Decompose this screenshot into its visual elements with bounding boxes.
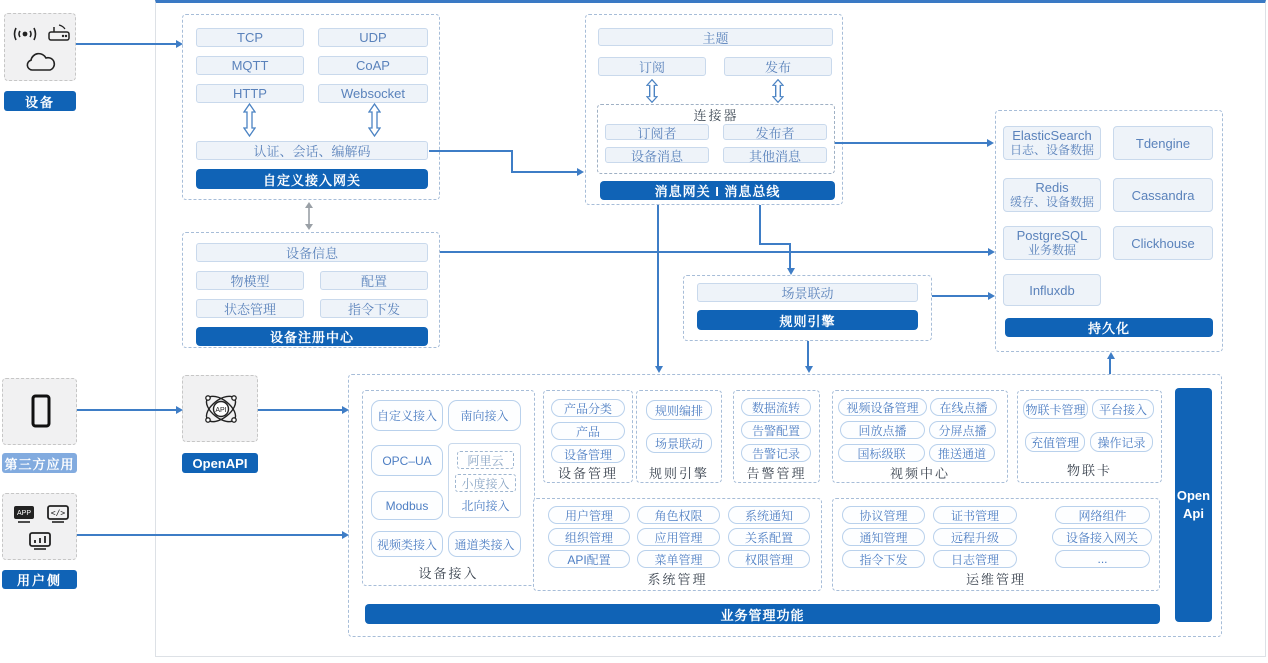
arrow-msg-to-rule [759,243,791,245]
product-category: 产品分类 [551,399,625,417]
southbound-access: 南向接入 [448,400,521,431]
split-screen-play: 分屏点播 [929,421,996,439]
open-api-bar [1175,388,1212,622]
modbus: Modbus [371,491,443,520]
group-label-device-mgmt: 设备管理 [557,465,618,481]
device-mgmt-item: 设备管理 [551,445,625,463]
arrowhead [805,366,813,373]
third-party-label: 第三方应用 [4,456,75,472]
device-badge [4,91,76,111]
online-play: 在线点播 [930,398,997,416]
arrow-auth-to-msg [511,150,513,173]
store-clickhouse: Clickhouse [1113,226,1213,260]
channel-access: 通道类接入 [448,531,521,557]
more-item: ... [1055,550,1150,568]
user-side-badge [2,570,77,589]
log-mgmt: 日志管理 [933,550,1017,568]
store-cassandra: Cassandra [1113,178,1213,212]
relation-config: 关系配置 [728,528,810,546]
group-label-system-mgmt: 系统管理 [647,571,708,587]
command-dispatch: 指令下发 [320,299,428,318]
double-arrow-icon [772,79,784,103]
custom-gateway-title-bar: 自定义接入网关 [196,169,428,189]
arrowhead [342,406,349,414]
alarm-record: 告警记录 [741,444,811,462]
arrow-auth-to-msg [511,171,577,173]
api-network-icon [200,388,242,430]
store-tdengine: Tdengine [1113,126,1213,160]
arrow-msg-to-business [657,205,659,366]
northbound-access-label: 北向接入 [461,498,510,513]
arrow-device-to-gateway [76,43,176,45]
user-side-label: 用户侧 [16,573,62,588]
group-label-video-center: 视频中心 [889,465,950,481]
gray-double-arrow-icon [303,202,315,230]
user-side-source-box [2,493,77,560]
arrowhead [988,248,995,256]
double-arrow-icon [646,79,658,103]
arrowhead [577,168,584,176]
config: 配置 [320,271,428,290]
operation-record: 操作记录 [1090,432,1153,452]
protocol-udp: UDP [318,28,428,47]
custom-access: 自定义接入 [371,400,443,431]
command-dispatch-item: 指令下发 [842,550,925,568]
opc-ua: OPC–UA [371,445,443,476]
video-access: 视频类接入 [371,531,443,557]
business-title-bar: 业务管理功能 [365,604,1160,624]
store-postgresql: PostgreSQL 业务数据 [1003,226,1101,260]
group-label-iot-card: 物联卡 [1066,462,1112,478]
arrow-rule-to-influxdb [932,295,988,297]
scene-linkage-item: 场景联动 [646,433,712,453]
subscriber: 订阅者 [605,124,709,140]
platform-access: 平台接入 [1092,399,1154,419]
group-label-rule-engine: 规则引擎 [648,465,709,481]
persistence-title-bar: 持久化 [1005,318,1213,337]
protocol-coap: CoAP [318,56,428,75]
arrow-thirdparty-to-openapi [77,409,176,411]
cloud-icon [23,50,59,76]
svg-text:API: API [215,407,227,414]
arrow-msg-to-rule [759,205,761,245]
recharge-mgmt: 充值管理 [1025,432,1085,452]
arrow-rule-to-business [807,341,809,366]
cert-mgmt: 证书管理 [933,506,1017,524]
network-component: 网络组件 [1055,506,1150,524]
open-api-line1: Open [1176,488,1211,503]
gb-cascade: 国标级联 [838,444,925,462]
store-elasticsearch: ElasticSearch 日志、设备数据 [1003,126,1101,160]
arrowhead [787,268,795,275]
arrow-connector-to-persistence [835,142,987,144]
device-source-box [4,13,76,81]
aliyun: 阿里云 [457,451,514,469]
video-device-mgmt: 视频设备管理 [838,398,927,416]
openapi-box [182,375,258,442]
protocol-tcp: TCP [196,28,304,47]
message-gateway-title-bar: 消息网关 I 消息总线 [600,181,835,200]
openapi-badge: OpenAPI [182,453,258,473]
open-api-line2: Api [1183,506,1204,521]
push-channel: 推送通道 [929,444,995,462]
iot-card-mgmt: 物联卡管理 [1023,399,1088,419]
other-message: 其他消息 [723,147,827,163]
svg-text:</>: </> [50,508,66,518]
device-message: 设备消息 [605,147,709,163]
chart-icon [27,530,53,552]
publisher: 发布者 [723,124,827,140]
app-icon [11,503,37,525]
data-flow: 数据流转 [741,398,811,416]
arrowhead [1107,352,1115,359]
double-arrow-icon [367,103,381,137]
arrowhead [176,406,183,414]
rule-orchestration: 规则编排 [646,400,712,420]
alarm-config: 告警配置 [741,421,811,439]
auth-session-codec: 认证、会话、编解码 [196,141,428,160]
user-mgmt: 用户管理 [548,506,630,524]
protocol-mgmt: 协议管理 [842,506,925,524]
store-influxdb: Influxdb [1003,274,1101,306]
device-label: 设备 [24,94,55,110]
phone-icon [25,393,57,431]
xiaodu-access: 小度接入 [455,474,516,492]
group-label-ops-mgmt: 运维管理 [965,571,1026,587]
arrowhead [176,40,183,48]
system-notice: 系统通知 [728,506,810,524]
third-party-badge [2,453,77,473]
subscribe: 订阅 [598,57,706,76]
arrowhead [655,366,663,373]
app-mgmt: 应用管理 [637,528,720,546]
protocol-websocket: Websocket [318,84,428,103]
code-icon [45,503,71,525]
arrowhead [342,531,349,539]
group-label-device-access: 设备接入 [418,565,479,581]
third-party-source-box [2,378,77,445]
org-mgmt: 组织管理 [548,528,630,546]
arrow-msg-to-rule [789,243,791,268]
protocol-http: HTTP [196,84,304,103]
menu-mgmt: 菜单管理 [637,550,720,568]
protocol-mqtt: MQTT [196,56,304,75]
arrow-openapi-to-business [258,409,342,411]
store-redis: Redis 缓存、设备数据 [1003,178,1101,212]
arrowhead [988,292,995,300]
northbound-access-box [448,443,521,518]
device-access-gateway: 设备接入网关 [1052,528,1152,546]
svg-text:APP: APP [16,510,32,517]
arrow-auth-to-msg [429,150,513,152]
arrow-business-to-persistence [1109,358,1111,374]
connector-title: 连接器 [693,107,739,123]
arrow-user-to-business [77,534,342,536]
topic: 主题 [598,28,833,46]
api-config: API配置 [548,550,630,568]
remote-upgrade: 远程升级 [933,528,1017,546]
playback: 回放点播 [840,421,925,439]
thing-model: 物模型 [196,271,304,290]
rule-engine-title-bar: 规则引擎 [697,310,918,330]
arrowhead [987,139,994,147]
status-management: 状态管理 [196,299,304,318]
publish: 发布 [724,57,832,76]
group-label-alarm: 告警管理 [746,465,807,481]
arrow-registry-to-persistence [440,251,988,253]
product: 产品 [551,422,625,440]
device-registry-title-bar: 设备注册中心 [196,327,428,346]
permission-mgmt: 权限管理 [728,550,810,568]
scene-linkage: 场景联动 [697,283,918,302]
notice-mgmt: 通知管理 [842,528,925,546]
double-arrow-icon [242,103,256,137]
router-icon [45,22,73,46]
role-permission: 角色权限 [637,506,720,524]
signal-icon [11,22,39,46]
device-info: 设备信息 [196,243,428,262]
